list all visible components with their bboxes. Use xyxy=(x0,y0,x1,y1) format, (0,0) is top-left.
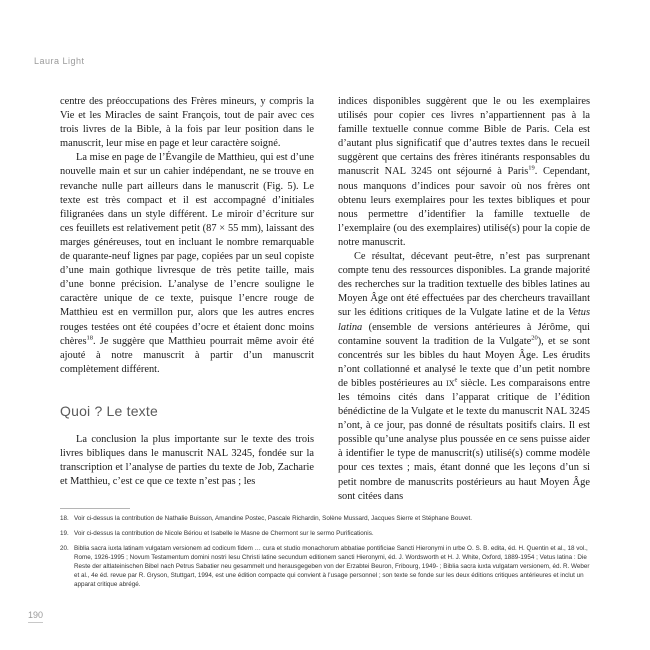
footnotes xyxy=(60,514,590,595)
footnote-ref-18[interactable]: 18 xyxy=(86,334,94,342)
left-paragraph-2-text-b: . Je suggère que Matthieu pourrait même avoir été ajouté à notre manuscrit à partir d’un manuscrit complètement différent. xyxy=(60,335,314,375)
right-paragraph-2 xyxy=(338,250,590,504)
right-paragraph-1-text-b: . Cependant, nous manquons d’indices pour savoir où nos frères ont obtenu leurs exemplaires pour les textes bibliques et pour nous permettre d’identifier la famille textuelle de l’exemplaire (ou des exemplaires) utilisé(s) pour la copie de notre manuscrit. xyxy=(338,166,590,248)
section-heading: Quoi ? Le texte xyxy=(60,402,158,419)
right-paragraph-2-text-a: Ce résultat, décevant peut-être, n’est pas surprenant compte tenu des ressources disponibles. La grande majorité des recherches sur la tradition textuelle des bibles latines au Moyen Âge ont été effectuées par des chercheurs travaillant sur les éditions critiques de la Vulgate latine et de la xyxy=(338,251,590,319)
right-paragraph-2-text-c: ), et se sont concentrés sur les bibles du haut Moyen Âge. Les érudits n’ont collationné et analysé le texte que d’un petit nombre de bibles postérieures au xyxy=(338,335,591,389)
footnote-text: Voir ci-dessus la contribution de Nicole Bériou et Isabelle le Masne de Chermont sur le sermo Purificationis. xyxy=(74,530,374,537)
footnote-20 xyxy=(60,544,590,589)
left-paragraph-2-text-a: La mise en page de l’Évangile de Matthieu, qui est d’une nouvelle main et sur un cahier indépendant, ne se trouve en revanche nulle part ailleurs dans le manuscrit (Fig. 5). Le texte est très compact et il est accompagné d’initiales filigranées dans un style différent. Le miroir d’écriture sur ces feuillets est relativement petit (87 × 55 mm), laissant des marges généreuses, tout en incluant le nombre remarquable de quarante-neuf lignes par page, copiées par un seul copiste d’une main gothique livresque de très petite taille, mais d’une bonne précision. L’analyse de l’encre souligne le caractère unique de ce texte, puisque l’encre rouge de Matthieu est en vermillon pur, alors que les autres encres rouges testées ont été coupées d’ocre et étaient donc moins chères xyxy=(60,152,314,347)
century-numeral: IX xyxy=(446,378,455,388)
footnote-ref-19[interactable]: 19 xyxy=(528,165,535,172)
right-paragraph-1 xyxy=(338,95,590,250)
footnote-18 xyxy=(60,514,590,523)
footnote-text: Biblia sacra iuxta latinam vulgatam versionem ad codicum fidem … cura et studio monachorum abbatiae pontificiae Sancti Hieronymi in urbe O. S. B. edita, éd. H. Quentin et al., 18 vol., Rome, 1926-1995 ; Novum Testamentum domini nostri Iesu Christi latine secundum editionem sancti Hieronymi, éd. J. Wordsworth et H. J. White, Oxford, 1889-1954 ; Vetus latina : Die Reste der altlateinischen Bibel nach Petrus Sabatier neu gesammelt und herausgegeben von der Erzabtei Beuron, Fribourg, 1949- ; Biblia sacra iuxta vulgatam versionem, éd. R. Weber et al., 4e éd. revue par R. Gryson, Stuttgart, 1994, est une édition compacte qui convient à l’usage personnel ; son texte se fonde sur les deux éditions critiques antérieures et inclut un apparat critique abrégé. xyxy=(74,545,590,588)
right-paragraph-1-text-a: indices disponibles suggèrent que le ou les exemplaires utilisés pour copier ces livres n’appartiennent pas à la famille textuelle connue comme Bible de Paris. Cela est d’autant plus significatif que d’autres textes dans le recueil suggèrent que certains des frères itinérants responsables du manuscrit NAL 3245 ont séjourné à Paris xyxy=(338,96,590,178)
footnote-number: 18. xyxy=(60,515,69,522)
footnote-text: Voir ci-dessus la contribution de Nathalie Buisson, Amandine Postec, Pascale Richardin, Solène Mussard, Jacques Sierre et Stéphane Bouvet. xyxy=(74,515,472,522)
running-head: Laura Light xyxy=(34,56,85,66)
footnote-rule xyxy=(60,508,130,509)
left-paragraph-3: La conclusion la plus importante sur le texte des trois livres bibliques dans le manuscrit NAL 3245, fondée sur la transcription et l’analyse de parties du texte de Job, Zacharie et Matthieu, c’est ce que ce texte n’est pas ; les xyxy=(60,433,314,488)
page-number: 190 xyxy=(28,610,43,623)
footnote-number: 19. xyxy=(60,530,69,537)
left-paragraph-2 xyxy=(60,151,314,377)
left-column xyxy=(60,95,314,489)
footnote-number: 20. xyxy=(60,545,69,552)
vetus-latina-title: Vetus latina xyxy=(338,307,590,333)
footnote-ref-20[interactable]: 20 xyxy=(531,334,538,342)
right-paragraph-2-text-b: (ensemble de versions antérieures à Jérôme, qui contamine souvent la tradition de la Vulgate xyxy=(338,321,590,347)
century-suffix: e xyxy=(454,376,458,384)
left-paragraph-1: centre des préoccupations des Frères mineurs, y compris la Vie et les Miracles de saint François, tout de pair avec ces trois livres de la Bible, à la fois par leur position dans le manuscrit, leur mise en page et leur caractère soigné. xyxy=(60,96,314,150)
footnote-19 xyxy=(60,529,590,538)
right-column xyxy=(338,95,590,504)
right-paragraph-2-text-d: siècle. Les comparaisons entre les témoins cités dans l’apparat critique de l’édition bénédictine de la Vulgate et le texte du manuscrit NAL 3245 n’ont, à ce jour, pas donné de résultats positifs clairs. Il est possible qu’une analyse plus poussée en ce sens puisse aider à identifier le type de manuscrit(s) utilisé(s) comme modèle pour ces textes ; mais, étant donné que les leçons d’un si petit nombre de manuscrits postérieurs au haut Moyen Âge sont citées dans xyxy=(338,377,591,502)
